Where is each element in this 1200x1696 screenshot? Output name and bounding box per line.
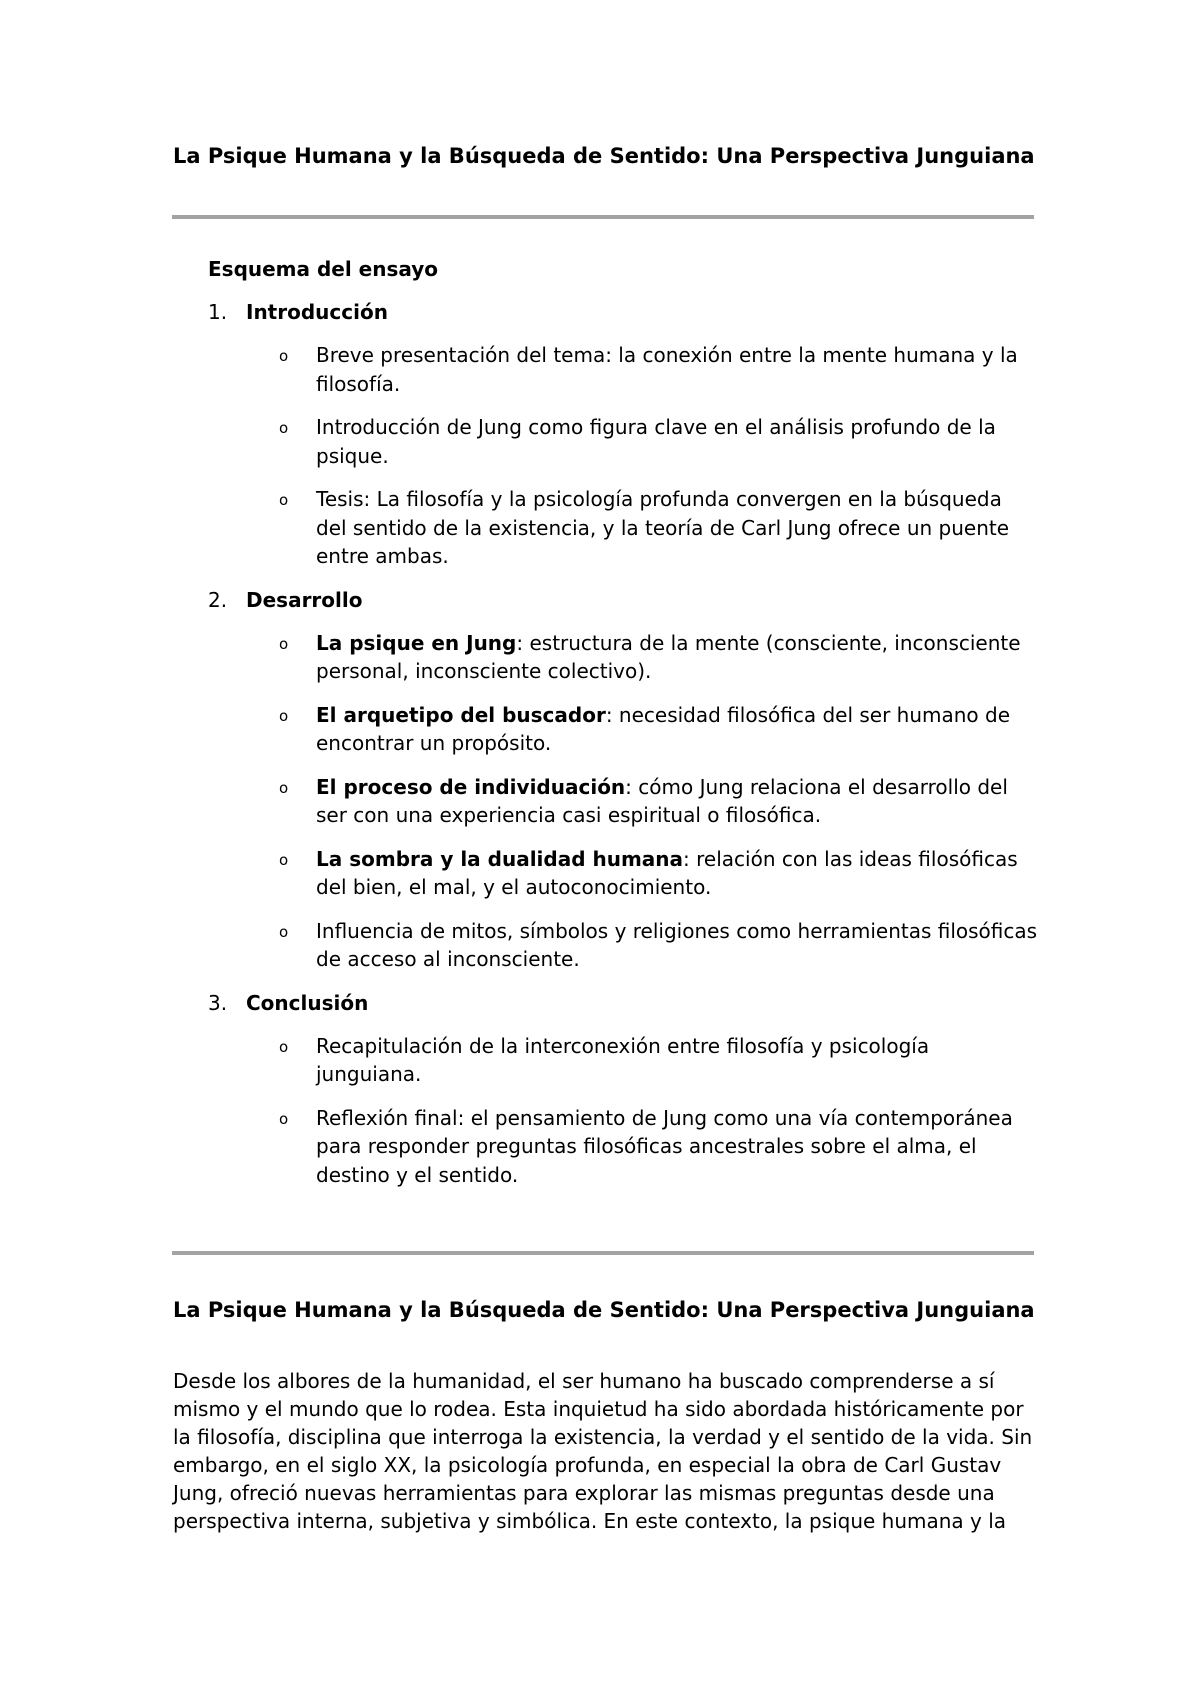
section-heading: [208, 298, 1038, 326]
list-item: [208, 773, 1038, 830]
section-number: 2.: [208, 587, 228, 612]
bullet-icon: o: [279, 1109, 289, 1128]
list-item: [208, 701, 1038, 758]
list-item-text: [316, 1104, 1038, 1190]
list-item-rest: : necesidad filosófica del ser humano de encontrar un propósito.: [316, 702, 1011, 755]
list-item: [208, 413, 1038, 470]
list-item-bold: La sombra y la dualidad humana: [316, 846, 684, 871]
section-items: [208, 629, 1038, 974]
outline-section-conclusion: [208, 989, 1038, 1190]
bullet-icon: o: [279, 491, 289, 509]
section-heading: [208, 586, 1038, 614]
list-item: [208, 845, 1038, 902]
section-items: [208, 1032, 1038, 1190]
horizontal-rule-bottom: [172, 1251, 1034, 1255]
bullet-icon: o: [279, 419, 289, 437]
list-item: [208, 485, 1038, 571]
horizontal-rule-top: [172, 215, 1034, 219]
list-item-bold: El arquetipo del buscador: [316, 702, 606, 727]
list-item-rest: Breve presentación del tema: la conexión entre la mente humana y la filosofía.: [316, 343, 1018, 396]
list-item-text: [316, 413, 1038, 470]
section-title: Desarrollo: [246, 587, 363, 612]
list-item-rest: Recapitulación de la interconexión entre filosofía y psicología junguiana.: [316, 1033, 930, 1086]
list-item-bold: La psique en Jung: [316, 630, 517, 655]
list-item-rest: Introducción de Jung como figura clave en el análisis profundo de la psique.: [316, 415, 996, 468]
list-item-bold: El proceso de individuación: [316, 774, 626, 799]
bullet-icon: o: [279, 1037, 289, 1056]
list-item-text: [316, 845, 1038, 902]
list-item-rest: : cómo Jung relaciona el desarrollo del ser con una experiencia casi espiritual o filosófica.: [316, 774, 1008, 827]
list-item: [208, 1032, 1038, 1089]
list-item-rest: Reflexión final: el pensamiento de Jung como una vía contemporánea para responder preguntas filosóficas ancestrales sobre el alma, el destino y el sentido.: [316, 1105, 1013, 1187]
section-number: 1.: [208, 300, 228, 324]
list-item-text: [316, 629, 1038, 686]
bullet-icon: o: [279, 706, 289, 725]
essay-paragraph: Desde los albores de la humanidad, el ser humano ha buscado comprenderse a sí mismo y el mundo que lo rodea. Esta inquietud ha sido abordada históricamente por la filosofía, disciplina que interroga la existencia, la verdad y el sentido de la vida. Sin embargo, en el siglo XX, la psicología profunda, en especial la obra de Carl Gustav Jung, ofreció nuevas herramientas para explorar las mismas preguntas desde una perspectiva interna, subjetiva y simbólica. En este contexto, la psique humana y la: [173, 1369, 1033, 1533]
list-item: [208, 629, 1038, 686]
section-title: Conclusión: [246, 990, 369, 1015]
bullet-icon: o: [279, 778, 289, 797]
list-item-text: [316, 917, 1038, 974]
list-item: [208, 1104, 1038, 1190]
bullet-icon: o: [279, 634, 289, 653]
list-item: [208, 341, 1038, 398]
outline-section-desarrollo: [208, 586, 1038, 974]
list-item-rest: Influencia de mitos, símbolos y religiones como herramientas filosóficas de acceso al inconsciente.: [316, 918, 1038, 971]
list-item-text: [316, 701, 1038, 758]
section-number: 3.: [208, 990, 228, 1015]
essay-title: La Psique Humana y la Búsqueda de Sentido: Una Perspectiva Junguiana: [173, 1298, 1035, 1322]
document-title: La Psique Humana y la Búsqueda de Sentido: Una Perspectiva Junguiana: [173, 144, 1035, 168]
list-item-rest: Tesis: La filosofía y la psicología profunda convergen en la búsqueda del sentido de la existencia, y la teoría de Carl Jung ofrece un puente entre ambas.: [316, 487, 1010, 568]
list-item-text: [316, 773, 1038, 830]
list-item-text: [316, 341, 1038, 398]
list-item-text: [316, 485, 1038, 571]
bullet-icon: o: [279, 850, 289, 869]
essay-outline: [208, 255, 1038, 1204]
list-item-text: [316, 1032, 1038, 1089]
list-item-rest: : relación con las ideas filosóficas del bien, el mal, y el autoconocimiento.: [316, 846, 1018, 899]
bullet-icon: o: [279, 347, 289, 365]
outline-heading: Esquema del ensayo: [208, 257, 439, 281]
section-heading: [208, 989, 1038, 1017]
section-title: Introducción: [246, 300, 388, 324]
outline-section-introduccion: [208, 298, 1038, 571]
section-items: [208, 341, 1038, 571]
list-item-rest: : estructura de la mente (consciente, inconsciente personal, inconsciente colectivo).: [316, 630, 1021, 683]
bullet-icon: o: [279, 922, 289, 941]
list-item: [208, 917, 1038, 974]
